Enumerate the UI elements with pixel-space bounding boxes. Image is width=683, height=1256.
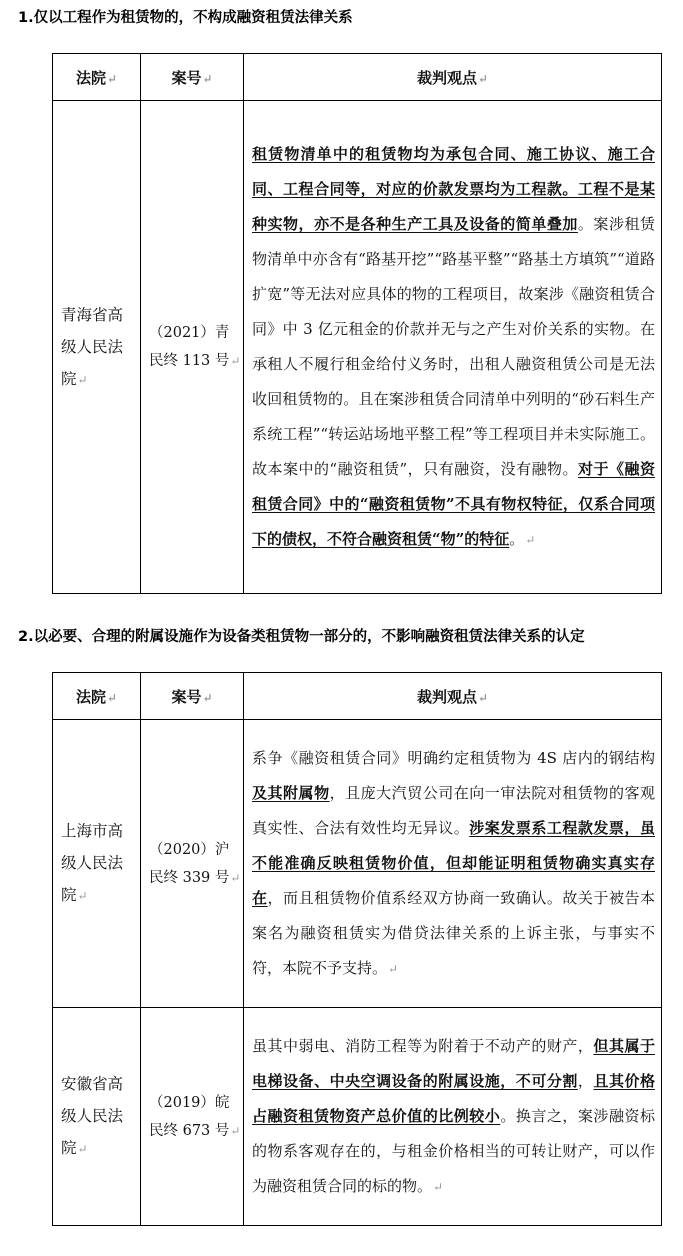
case-number-cell: （2020）沪民终 339 号↵ — [141, 720, 244, 1008]
section-1-heading: 1.仅以工程作为租赁物的，不构成融资租赁法律关系 — [18, 10, 353, 26]
court-cell: 安徽省高级人民法院↵ — [53, 1008, 141, 1226]
court-cell: 青海省高级人民法院↵ — [53, 101, 141, 594]
section-2-heading: 2.以必要、合理的附属设施作为设备类租赁物一部分的，不影响融资租赁法律关系的认定 — [18, 629, 585, 645]
table-header-row — [53, 54, 662, 101]
table-row — [53, 101, 662, 594]
opinion-cell: 租赁物清单中的租赁物均为承包合同、施工协议、施工合同、工程合同等，对应的价款发票均为工程款。工程不是某种实物，亦不是各种生产工具及设备的简单叠加。案涉租赁物清单中亦含有“路基开挖”“路基平整”“路基土方填筑”“道路扩宽”等无法对应具体的物的工程项目，故案涉《融资租赁合同》中 3 亿元租金的价款并无与之产生对价关系的实物。在承租人不履行租金给付义务时，出租人融资租赁公司是无法收回租赁物的。且在案涉租赁合同清单中列明的“砂石料生产系统工程”“转运站场地平整工程”等工程项目并未实际施工。故本案中的“融资租赁”，只有融资，没有融物。对于《融资租赁合同》中的“融资租赁物”不具有物权特征，仅系合同项下的债权，不符合融资租赁“物”的特征。↵ — [244, 101, 662, 594]
case-table-2 — [52, 672, 662, 1226]
opinion-cell: 虽其中弱电、消防工程等为附着于不动产的财产，但其属于电梯设备、中央空调设备的附属设施，不可分割，且其价格占融资租赁物资产总价值的比例较小。换言之，案涉融资标的物系客观存在的，与租金价格相当的可转让财产，可以作为融资租赁合同的标的物。↵ — [244, 1008, 662, 1226]
table-row — [53, 720, 662, 1008]
header-court: 法院↵ — [53, 54, 141, 101]
table-row — [53, 1008, 662, 1226]
header-opinion: 裁判观点↵ — [244, 54, 662, 101]
case-number-cell: （2019）皖民终 673 号↵ — [141, 1008, 244, 1226]
header-case-number: 案号↵ — [141, 54, 244, 101]
opinion-cell: 系争《融资租赁合同》明确约定租赁物为 4S 店内的钢结构及其附属物，且庞大汽贸公司在向一审法院对租赁物的客观真实性、合法有效性均无异议。涉案发票系工程款发票，虽不能准确反映租赁物价值，但却能证明租赁物确实真实存在，而且租赁物价值系经双方协商一致确认。故关于被告本案名为融资租赁实为借贷法律关系的上诉主张，与事实不符，本院不予支持。↵ — [244, 720, 662, 1008]
header-case-number: 案号↵ — [141, 673, 244, 720]
case-number-cell: （2021）青民终 113 号↵ — [141, 101, 244, 594]
header-court: 法院↵ — [53, 673, 141, 720]
header-opinion: 裁判观点↵ — [244, 673, 662, 720]
court-cell: 上海市高级人民法院↵ — [53, 720, 141, 1008]
table-header-row — [53, 673, 662, 720]
case-table-1 — [52, 53, 662, 594]
